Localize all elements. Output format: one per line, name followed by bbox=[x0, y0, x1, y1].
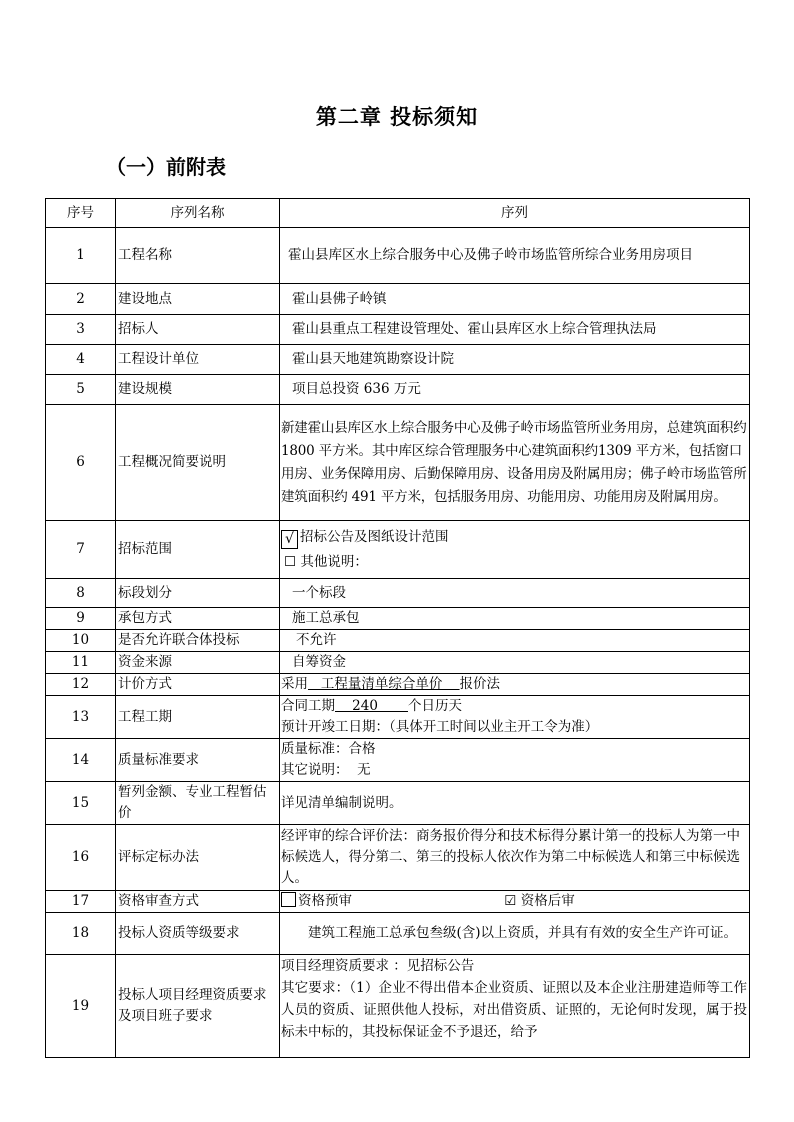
row-name: 建设规模 bbox=[116, 375, 280, 405]
scope-option-other[interactable] bbox=[281, 550, 747, 575]
row-value bbox=[280, 608, 750, 630]
row-value bbox=[280, 739, 750, 782]
row-value bbox=[280, 579, 750, 608]
row-name: 暂列金额、专业工程暂估价 bbox=[116, 782, 280, 825]
row-no: 13 bbox=[46, 696, 116, 739]
row-no: 9 bbox=[46, 608, 116, 630]
row-value: 新建霍山县库区水上综合服务中心及佛子岭市场监管所业务用房，总建筑面积约 1800 平方米。其中库区综合管理服务中心建筑面积约1309 平方米，包括窗口用房、业务保障用房、后勤保障用房、设备用房及附属用房；佛子岭市场监管所建筑面积约 491 平方米，包括服务用房、功能用房、功能用房及附属用房。 bbox=[280, 405, 750, 521]
row-name: 招标人 bbox=[116, 315, 280, 345]
row-name: 投标人项目经理资质要求及项目班子要求 bbox=[116, 955, 280, 1058]
table-row bbox=[46, 696, 750, 739]
checkmark-icon[interactable]: √ bbox=[281, 530, 298, 549]
option-label: 招标公告及图纸设计范围 bbox=[300, 528, 449, 545]
row-value-text: 建筑工程施工总承包叁级(含)以上资质，并具有有效的安全生产许可证。 bbox=[308, 925, 738, 941]
other-requirements: 其它要求：（1）企业不得出借本企业资质、证照以及本企业注册建造师等工作人员的资质、证照供他人投标，对出借资质、证照的，无论何时发现，属于投标未中标的，其投标保证金不予退还，给予 bbox=[281, 980, 747, 1040]
row-no: 18 bbox=[46, 913, 116, 955]
row-name: 承包方式 bbox=[116, 608, 280, 630]
row-value bbox=[280, 315, 750, 345]
table-row bbox=[46, 405, 750, 521]
row-name: 资金来源 bbox=[116, 652, 280, 674]
row-name: 质量标准要求 bbox=[116, 739, 280, 782]
quality-standard: 质量标准：合格 bbox=[281, 741, 376, 757]
checkbox-empty-icon[interactable]: ☐ bbox=[284, 553, 297, 570]
row-no: 12 bbox=[46, 674, 116, 696]
row-no: 10 bbox=[46, 630, 116, 652]
chapter-title: 第二章 投标须知 bbox=[315, 105, 479, 129]
row-name: 工程名称 bbox=[116, 228, 280, 284]
row-value-text: 施工总承包 bbox=[292, 610, 360, 626]
row-name: 工程概况简要说明 bbox=[116, 405, 280, 521]
row-name: 工程设计单位 bbox=[116, 345, 280, 375]
schedule-line: 预计开竣工日期：（具体开工时间以业主开工令为准） bbox=[281, 719, 599, 735]
row-name: 是否允许联合体投标 bbox=[116, 630, 280, 652]
row-name: 资格审查方式 bbox=[116, 891, 280, 913]
row-value-text: 一个标段 bbox=[292, 584, 346, 601]
table-row bbox=[46, 579, 750, 608]
row-value bbox=[280, 913, 750, 955]
row-value bbox=[280, 345, 750, 375]
table-row bbox=[46, 375, 750, 405]
row-value-text: 霍山县库区水上综合服务中心及佛子岭市场监管所综合业务用房项目 bbox=[288, 247, 693, 263]
row-name: 评标定标办法 bbox=[116, 825, 280, 891]
row-name: 招标范围 bbox=[116, 521, 280, 579]
row-no: 2 bbox=[46, 284, 116, 315]
row-no: 15 bbox=[46, 782, 116, 825]
table-row bbox=[46, 782, 750, 825]
quality-note: 其它说明： 无 bbox=[281, 762, 371, 778]
row-no: 19 bbox=[46, 955, 116, 1058]
checkbox-checked-icon[interactable]: ☑ bbox=[504, 893, 517, 909]
prequalification-option[interactable] bbox=[281, 893, 352, 909]
row-value bbox=[280, 521, 750, 579]
row-value: 详见清单编制说明。 bbox=[280, 782, 750, 825]
table-row bbox=[46, 315, 750, 345]
table-row bbox=[46, 521, 750, 579]
row-value: 经评审的综合评价法：商务报价得分和技术标得分累计第一的投标人为第一中标候选人，得分第二、第三的投标人依次作为第二中标候选人和第三中标候选人。 bbox=[280, 825, 750, 891]
table-row bbox=[46, 913, 750, 955]
row-value bbox=[280, 630, 750, 652]
duration-line bbox=[281, 696, 747, 717]
row-value bbox=[280, 955, 750, 1058]
table-row bbox=[46, 630, 750, 652]
row-value-text: 不允许 bbox=[296, 632, 337, 648]
row-value bbox=[280, 652, 750, 674]
row-value bbox=[280, 674, 750, 696]
pricing-suffix: 报价法 bbox=[459, 676, 501, 692]
table-row bbox=[46, 891, 750, 913]
row-name: 建设地点 bbox=[116, 284, 280, 315]
row-no: 16 bbox=[46, 825, 116, 891]
row-value bbox=[280, 228, 750, 284]
pricing-blank: 工程量清单综合单价 bbox=[308, 676, 460, 692]
row-value-text: 霍山县佛子岭镇 bbox=[292, 290, 387, 307]
scope-option-tender[interactable] bbox=[281, 525, 747, 550]
table-row bbox=[46, 825, 750, 891]
manager-requirements bbox=[281, 955, 747, 1057]
row-name: 标段划分 bbox=[116, 579, 280, 608]
row-no: 8 bbox=[46, 579, 116, 608]
row-value-text: 项目总投资 636 万元 bbox=[292, 381, 421, 397]
front-attachment-table bbox=[45, 198, 750, 1058]
header-no: 序号 bbox=[46, 199, 116, 228]
table-row bbox=[46, 345, 750, 375]
row-value-text: 自筹资金 bbox=[292, 654, 346, 670]
duration-suffix: 个日历天 bbox=[407, 698, 462, 714]
row-no: 11 bbox=[46, 652, 116, 674]
row-no: 14 bbox=[46, 739, 116, 782]
row-name: 投标人资质等级要求 bbox=[116, 913, 280, 955]
header-name: 序列名称 bbox=[116, 199, 280, 228]
table-row bbox=[46, 652, 750, 674]
option-label: 资格后审 bbox=[516, 893, 575, 909]
table-row bbox=[46, 739, 750, 782]
option-label: 其他说明： bbox=[296, 553, 368, 570]
row-value bbox=[280, 891, 750, 913]
checkbox-empty-icon[interactable] bbox=[281, 892, 296, 907]
row-value bbox=[280, 375, 750, 405]
row-value bbox=[280, 284, 750, 315]
row-value-text: 霍山县重点工程建设管理处、霍山县库区水上综合管理执法局 bbox=[292, 321, 657, 337]
row-no: 1 bbox=[46, 228, 116, 284]
table-header-row bbox=[46, 199, 750, 228]
postqualification-option[interactable] bbox=[504, 893, 574, 909]
table-row bbox=[46, 284, 750, 315]
section-title: （一）前附表 bbox=[106, 155, 226, 179]
row-no: 6 bbox=[46, 405, 116, 521]
row-name: 计价方式 bbox=[116, 674, 280, 696]
row-no: 5 bbox=[46, 375, 116, 405]
option-label: 资格预审 bbox=[298, 893, 352, 909]
table-row bbox=[46, 608, 750, 630]
row-value bbox=[280, 696, 750, 739]
table-row bbox=[46, 674, 750, 696]
row-no: 3 bbox=[46, 315, 116, 345]
table-row bbox=[46, 228, 750, 284]
row-no: 4 bbox=[46, 345, 116, 375]
row-value-text: 霍山县天地建筑勘察设计院 bbox=[292, 351, 454, 367]
duration-days: 240 bbox=[335, 698, 408, 714]
row-no: 7 bbox=[46, 521, 116, 579]
duration-prefix: 合同工期 bbox=[281, 698, 335, 714]
row-no: 17 bbox=[46, 891, 116, 913]
pricing-prefix: 采用 bbox=[281, 676, 308, 692]
manager-qualification: 项目经理资质要求 ：见招标公告 bbox=[281, 958, 475, 974]
row-name: 工程工期 bbox=[116, 696, 280, 739]
table-row bbox=[46, 955, 750, 1058]
header-value: 序列 bbox=[280, 199, 750, 228]
